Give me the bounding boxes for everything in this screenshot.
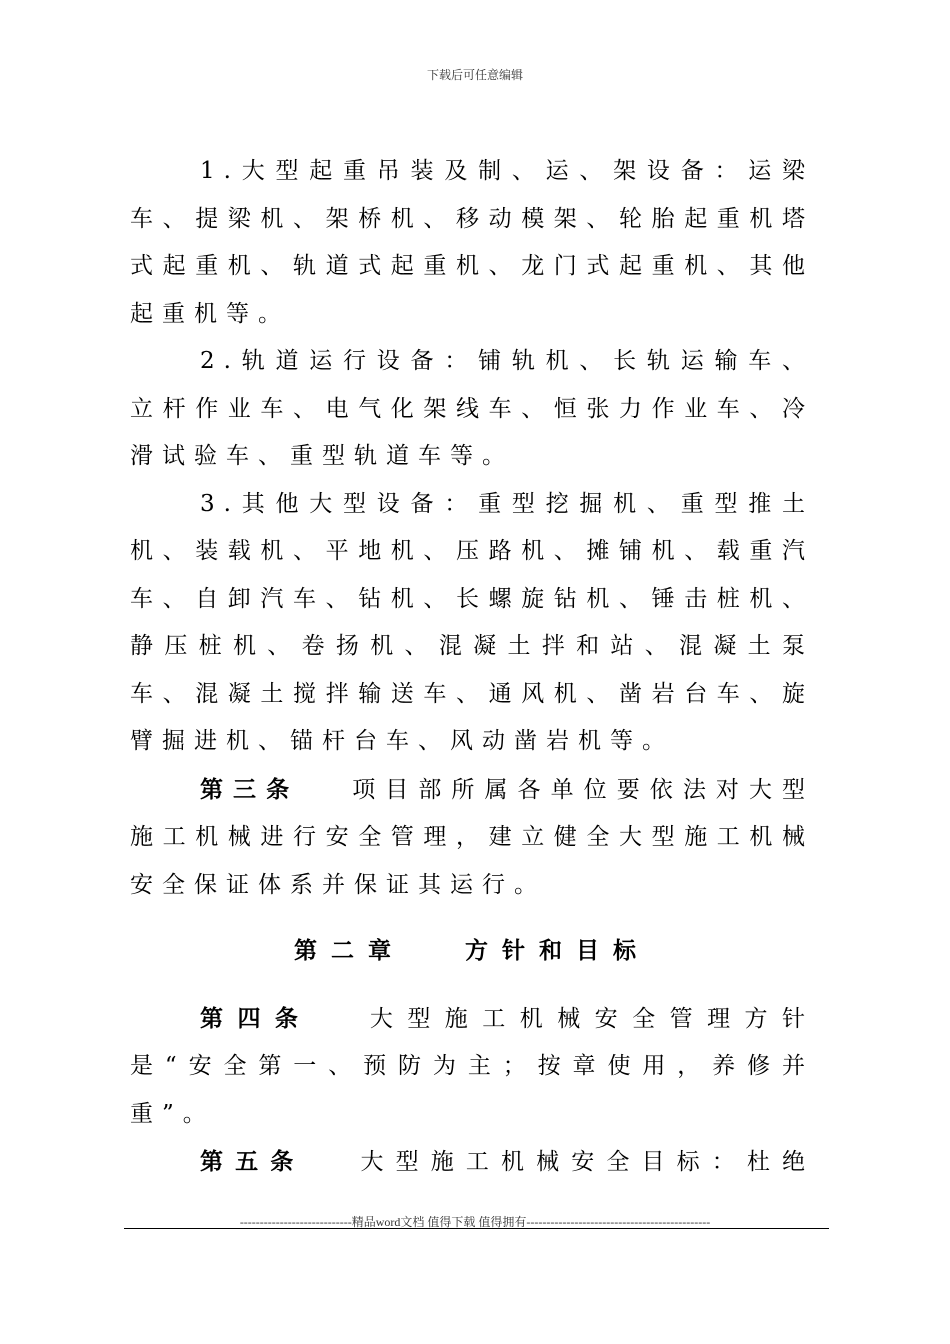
chapter-heading (130, 927, 814, 975)
article-5-label: 第五条 (200, 1148, 306, 1175)
article-4 (130, 995, 814, 1139)
page-footer: ----------------------------精品word文档 值得下载 值得拥有---------------------------------------------- (239, 1215, 711, 1229)
chapter-title: 方针和目标 (465, 937, 650, 964)
document-body (130, 148, 814, 1187)
footer-rule (124, 1228, 829, 1229)
article-3-text: 项目部所属各单位要依法对大型施工机械进行安全管理，建立健全大型施工机械安全保证体系并保证其运行。 (130, 776, 815, 898)
article-4-label: 第四条 (200, 1004, 313, 1032)
article-3-label: 第三条 (200, 775, 300, 803)
article-3 (130, 766, 814, 910)
page-header: 下载后可任意编辑 (426, 68, 523, 82)
article-4-text: 大型施工机械安全管理方针是“安全第一、预防为主；按章使用，养修并重”。 (130, 1005, 815, 1127)
paragraph-track-equipment: 2.轨道运行设备：铺轨机、长轨运输车、立杆作业车、电气化架线车、恒张力作业车、冷滑试验车、重型轨道车等。 (130, 348, 814, 469)
paragraph-lifting-equipment: 1.大型起重吊装及制、运、架设备：运梁车、提梁机、架桥机、移动模架、轮胎起重机塔式起重机、轨道式起重机、龙门式起重机、其他起重机等。 (130, 158, 814, 327)
article-5-text: 大型施工机械安全目标：杜绝 (357, 1149, 814, 1175)
chapter-number: 第二章 (294, 937, 405, 964)
article-5 (130, 1138, 814, 1187)
paragraph-other-equipment: 3.其他大型设备：重型挖掘机、重型推土机、装载机、平地机、压路机、摊铺机、载重汽车、自卸汽车、钻机、长螺旋钻机、锤击桩机、静压桩机、卷扬机、混凝土拌和站、混凝土泵车、混凝土搅拌输送车、通风机、凿岩台车、旋臂掘进机、锚杆台车、风动凿岩机等。 (130, 490, 814, 754)
